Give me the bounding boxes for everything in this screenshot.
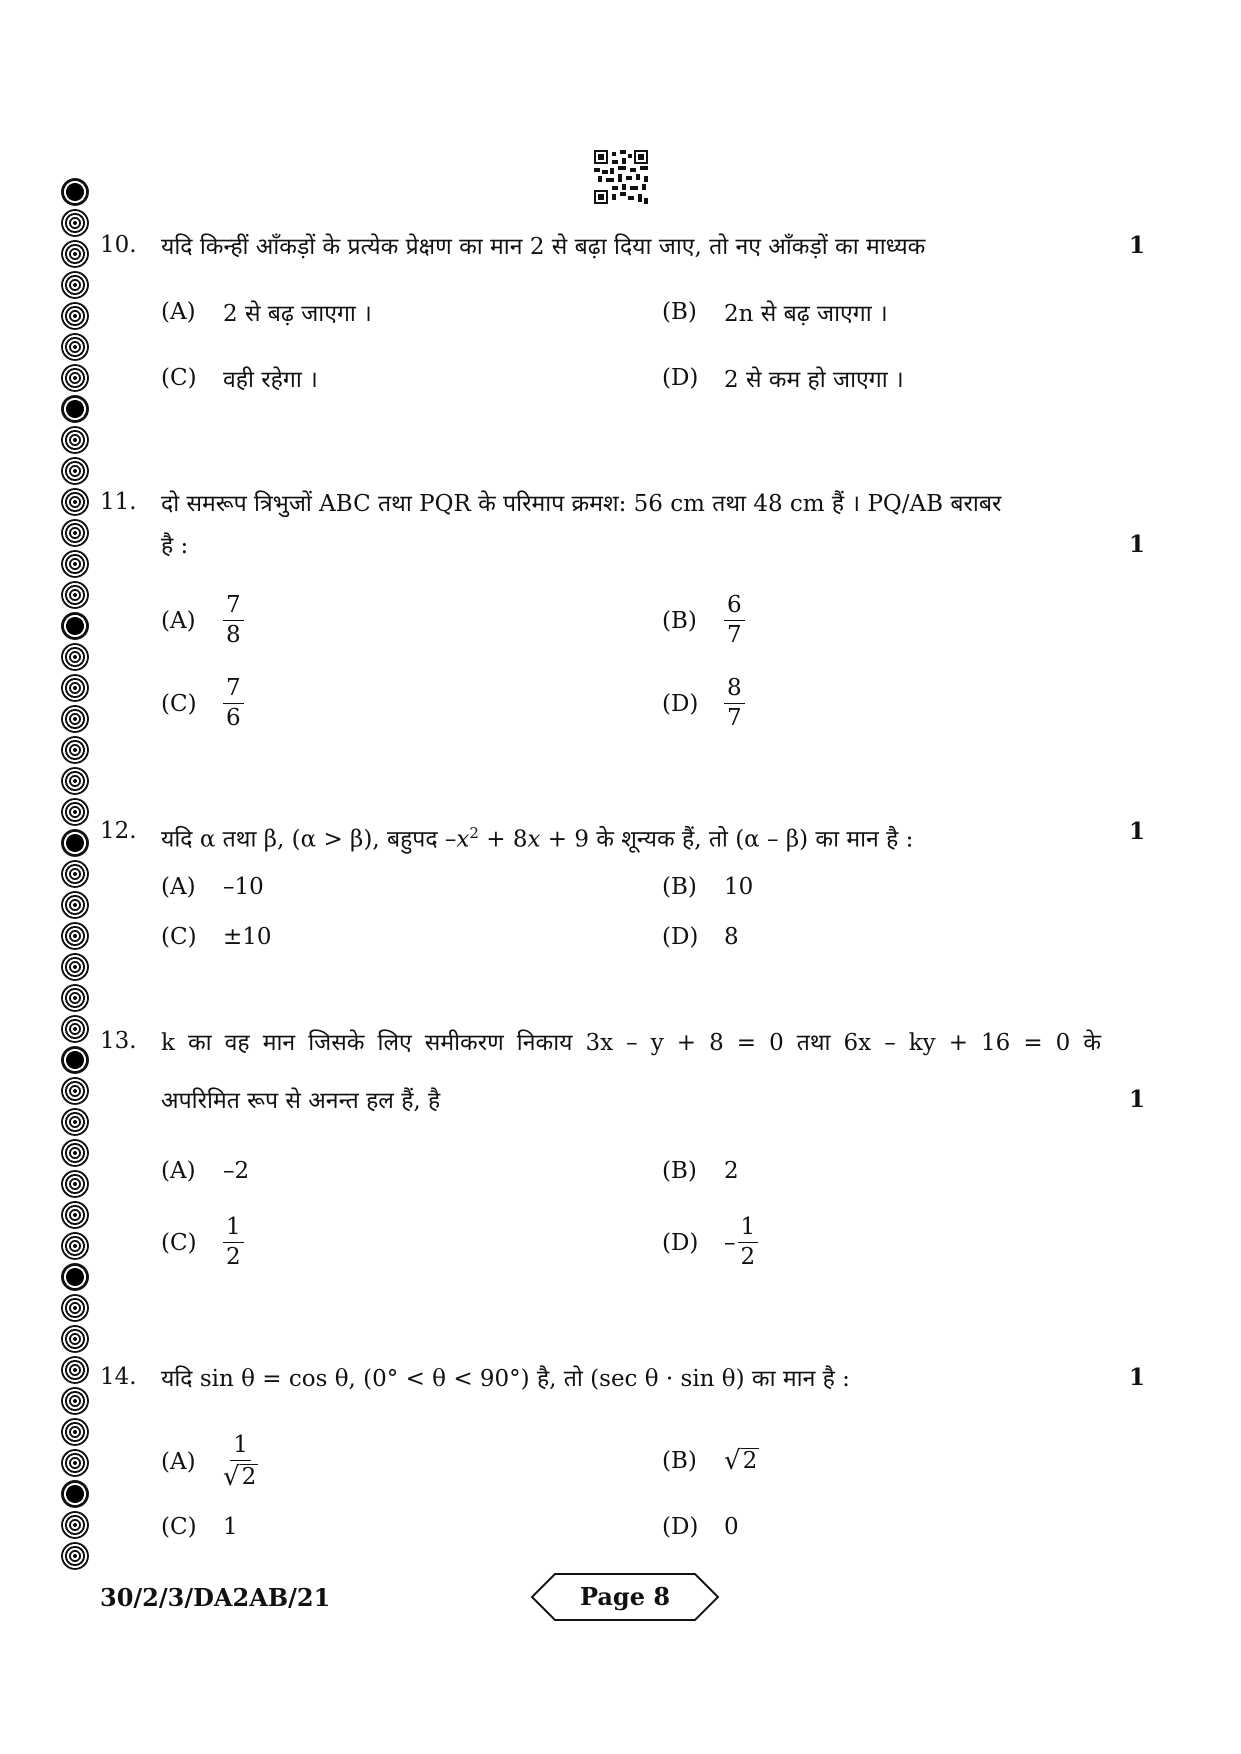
option-a	[161, 296, 372, 328]
denominator	[223, 1461, 258, 1490]
option-text: 2n से बढ़ जाएगा ।	[724, 301, 888, 327]
question-text-line-2: है :	[161, 533, 189, 559]
qr-code	[594, 150, 648, 204]
concentric-circle-mark	[61, 922, 89, 950]
option-text: 2	[724, 1158, 739, 1184]
concentric-circle-mark	[61, 550, 89, 578]
question-14	[100, 1364, 1160, 1564]
concentric-circle-mark	[61, 1201, 89, 1229]
concentric-circle-mark	[61, 1077, 89, 1105]
option-d	[662, 1514, 739, 1540]
concentric-circle-mark	[61, 767, 89, 795]
option-b	[662, 296, 888, 328]
option-a	[161, 1158, 249, 1184]
question-number: 12.	[100, 818, 137, 844]
option-label: (A)	[161, 1158, 196, 1184]
concentric-circle-mark	[61, 1418, 89, 1446]
concentric-circle-mark	[61, 1015, 89, 1043]
concentric-circle-mark	[61, 1325, 89, 1353]
question-text-part-3: + 9 के शून्यक हैं, तो (α – β) का मान है :	[540, 826, 914, 853]
option-c	[161, 1216, 244, 1269]
option-b	[662, 1448, 759, 1474]
question-number: 14.	[100, 1364, 137, 1390]
option-d	[662, 1216, 758, 1269]
concentric-circle-mark	[61, 674, 89, 702]
numerator: 1	[230, 1434, 251, 1461]
question-text-part-2: + 8	[478, 826, 528, 853]
question-11	[100, 489, 1160, 749]
page-number-badge	[530, 1572, 720, 1622]
option-label: (B)	[662, 1448, 697, 1475]
option-c	[161, 677, 244, 730]
denominator: 8	[226, 622, 241, 648]
question-text: यदि किन्हीं आँकड़ों के प्रत्येक प्रेक्षण का मान 2 से बढ़ा दिया जाए, तो नए आँकड़ों का माध्यक	[161, 234, 926, 260]
option-label: (D)	[662, 1514, 699, 1540]
option-d	[662, 924, 739, 950]
option-label: (A)	[161, 299, 196, 325]
option-text: ±10	[223, 924, 272, 950]
solid-circle-mark	[61, 612, 89, 640]
fraction	[724, 677, 745, 730]
option-label: (C)	[161, 1514, 197, 1540]
option-text: 2 से कम हो जाएगा ।	[724, 367, 904, 393]
option-text: –10	[223, 874, 264, 900]
option-b	[662, 874, 753, 900]
concentric-circle-mark	[61, 984, 89, 1012]
concentric-circle-mark	[61, 798, 89, 826]
option-label: (B)	[662, 1158, 697, 1184]
option-text: 8	[724, 924, 739, 950]
concentric-circle-mark	[61, 302, 89, 330]
paper-code: 30/2/3/DA2AB/21	[100, 1583, 331, 1612]
concentric-circle-mark	[61, 1294, 89, 1322]
concentric-circle-mark	[61, 426, 89, 454]
question-12	[100, 818, 1160, 968]
question-13	[100, 1028, 1160, 1278]
concentric-circle-mark	[61, 1511, 89, 1539]
question-number: 10.	[100, 232, 137, 258]
option-text: 2 से बढ़ जाएगा ।	[223, 301, 372, 327]
option-label: (A)	[161, 607, 196, 634]
option-label: (C)	[161, 924, 197, 950]
concentric-circle-mark	[61, 1139, 89, 1167]
option-label: (D)	[662, 924, 699, 950]
numerator: 8	[724, 677, 745, 704]
concentric-circle-mark	[61, 1170, 89, 1198]
option-text: –2	[223, 1158, 250, 1184]
concentric-circle-mark	[61, 1232, 89, 1260]
option-text: 0	[724, 1514, 739, 1540]
fraction	[223, 1216, 244, 1269]
denominator: 2	[740, 1244, 756, 1270]
fraction	[223, 677, 244, 730]
solid-circle-mark	[61, 1046, 89, 1074]
concentric-circle-mark	[61, 860, 89, 888]
radicand: 2	[241, 1464, 257, 1490]
concentric-circle-mark	[61, 1108, 89, 1136]
question-text-line-2: अपरिमित रूप से अनन्त हल हैं, है	[161, 1088, 441, 1114]
concentric-circle-mark	[61, 240, 89, 268]
denominator: 7	[727, 622, 742, 648]
option-text: 10	[724, 874, 754, 900]
option-label: (C)	[161, 690, 197, 717]
numerator: 1	[223, 1216, 244, 1243]
option-label: (B)	[662, 299, 697, 325]
registration-marks	[55, 178, 95, 1573]
question-number: 13.	[100, 1028, 137, 1054]
solid-circle-mark	[61, 829, 89, 857]
solid-circle-mark	[61, 1263, 89, 1291]
option-label: (C)	[161, 1229, 197, 1256]
concentric-circle-mark	[61, 333, 89, 361]
variable-x: x	[527, 826, 541, 853]
concentric-circle-mark	[61, 1449, 89, 1477]
concentric-circle-mark	[61, 705, 89, 733]
fraction	[223, 1434, 258, 1490]
marks-value: 1	[1128, 232, 1145, 259]
numerator: 7	[223, 677, 244, 704]
numerator: 7	[223, 594, 244, 621]
option-text: वही रहेगा ।	[223, 367, 318, 393]
fraction	[724, 594, 745, 647]
question-text: यदि sin θ = cos θ, (0° < θ < 90°) है, तो (sec θ · sin θ) का मान है :	[161, 1366, 850, 1392]
solid-circle-mark	[61, 178, 89, 206]
concentric-circle-mark	[61, 364, 89, 392]
concentric-circle-mark	[61, 1542, 89, 1570]
option-a	[161, 874, 264, 900]
concentric-circle-mark	[61, 643, 89, 671]
concentric-circle-mark	[61, 581, 89, 609]
question-number: 11.	[100, 489, 137, 515]
question-text-part-1: यदि α तथा β, (α > β), बहुपद –	[161, 826, 457, 853]
option-label: (B)	[662, 874, 697, 900]
solid-circle-mark	[61, 395, 89, 423]
option-label: (C)	[161, 365, 197, 391]
option-d	[662, 362, 904, 394]
option-c	[161, 1514, 238, 1540]
page-label: Page 8	[579, 1582, 671, 1611]
question-text-line-1: k का वह मान जिसके लिए समीकरण निकाय 3x – y + 8 = 0 तथा 6x – ky + 16 = 0 के	[161, 1030, 1101, 1056]
marks-value: 1	[1128, 818, 1145, 845]
concentric-circle-mark	[61, 209, 89, 237]
concentric-circle-mark	[61, 736, 89, 764]
option-label: (D)	[662, 365, 699, 391]
option-label: (A)	[161, 874, 196, 900]
concentric-circle-mark	[61, 271, 89, 299]
solid-circle-mark	[61, 1480, 89, 1508]
fraction	[738, 1216, 759, 1269]
denominator: 6	[226, 705, 241, 731]
question-text-line-1: दो समरूप त्रिभुजों ABC तथा PQR के परिमाप क्रमश: 56 cm तथा 48 cm हैं । PQ/AB बराबर	[161, 491, 1002, 517]
option-text: 1	[223, 1514, 238, 1540]
concentric-circle-mark	[61, 488, 89, 516]
concentric-circle-mark	[61, 1356, 89, 1384]
option-b	[662, 594, 745, 647]
option-a	[161, 594, 244, 647]
option-label: (B)	[662, 607, 697, 634]
option-c	[161, 924, 272, 950]
option-label: (D)	[662, 1229, 699, 1256]
concentric-circle-mark	[61, 953, 89, 981]
fraction	[223, 594, 244, 647]
minus-sign: –	[724, 1229, 736, 1256]
concentric-circle-mark	[61, 891, 89, 919]
option-d	[662, 677, 745, 730]
concentric-circle-mark	[61, 1387, 89, 1415]
radical-sign: √	[223, 1462, 240, 1492]
option-label: (D)	[662, 690, 699, 717]
square-root	[724, 1448, 759, 1474]
square-root	[223, 1464, 258, 1490]
option-b	[662, 1158, 739, 1184]
denominator: 2	[226, 1244, 241, 1270]
radicand: 2	[742, 1448, 758, 1474]
question-10	[100, 232, 1160, 402]
marks-value: 1	[1128, 1364, 1145, 1391]
numerator: 1	[738, 1216, 759, 1243]
marks-value: 1	[1128, 531, 1145, 558]
variable-x: x	[456, 826, 470, 853]
option-c	[161, 362, 318, 394]
marks-value: 1	[1128, 1086, 1145, 1113]
radical-sign: √	[724, 1446, 741, 1476]
exponent: 2	[469, 824, 479, 842]
concentric-circle-mark	[61, 519, 89, 547]
concentric-circle-mark	[61, 457, 89, 485]
denominator: 7	[727, 705, 742, 731]
option-label: (A)	[161, 1449, 196, 1476]
numerator: 6	[724, 594, 745, 621]
option-a	[161, 1434, 258, 1490]
